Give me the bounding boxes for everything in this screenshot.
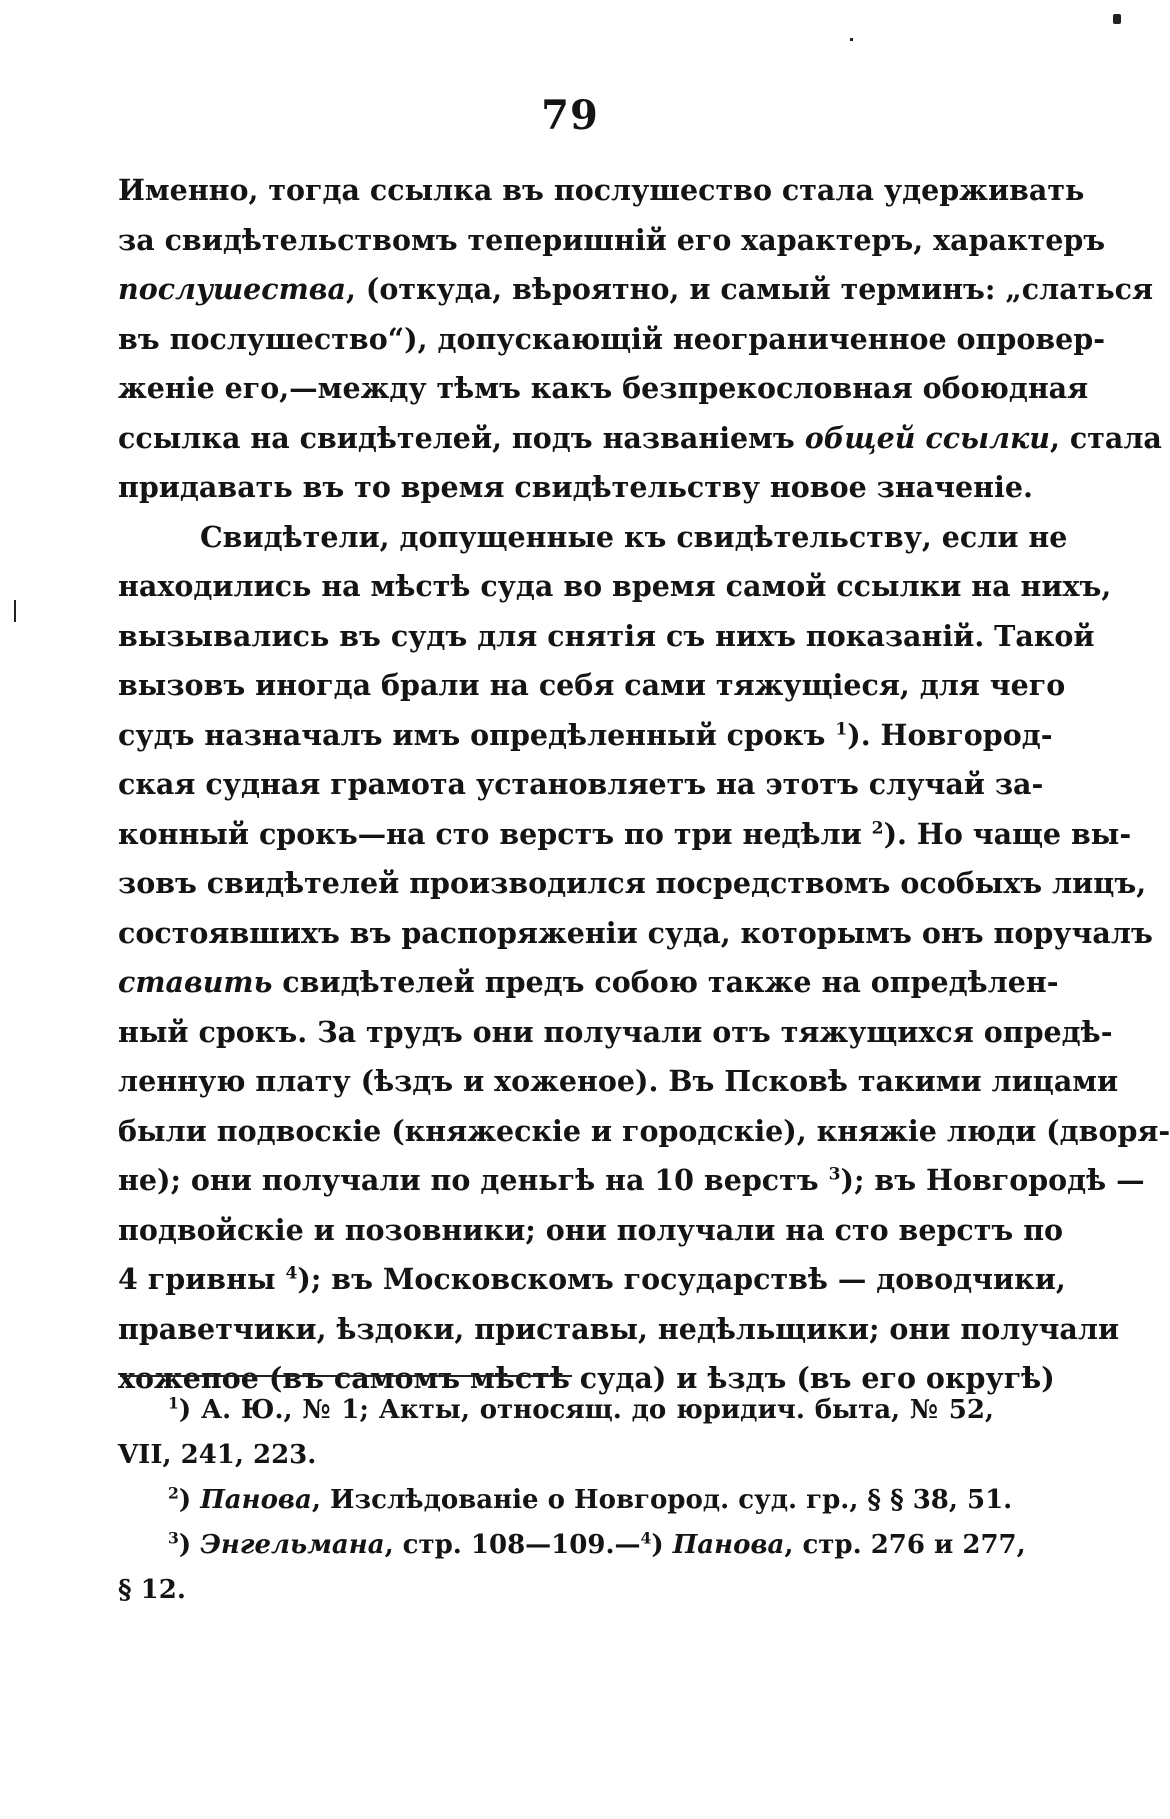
- footnote-marker: 1: [835, 719, 848, 739]
- footnote-line: [118, 1568, 994, 1613]
- text-line: [118, 859, 1147, 909]
- text-segment: ); въ Новгородѣ —: [840, 1163, 1145, 1197]
- text-segment: женіе его,—между тѣмъ какъ безпрекословная обоюдная: [118, 371, 1089, 405]
- text-segment: были подвоскіе (княжескіе и городскіе), княжіе люди (дворя-: [118, 1113, 1170, 1148]
- footnote-line: [168, 1388, 994, 1433]
- text-segment: придавать въ то время свидѣтельству новое значеніе.: [118, 470, 1033, 504]
- italic-text: ставить: [118, 965, 273, 999]
- text-segment: за свидѣтельствомъ теперишній его характеръ, характеръ: [118, 222, 1106, 257]
- text-segment: хожепое (въ самомъ мѣстѣ суда) и ѣздъ (въ его округѣ): [118, 1361, 1055, 1395]
- footnote-marker: 3: [828, 1164, 841, 1185]
- text-segment: ): [651, 1530, 673, 1560]
- text-line: [118, 1008, 1113, 1058]
- text-segment: , Изслѣдованіе о Новгород. суд. гр., § § 38, 51.: [311, 1485, 1013, 1515]
- text-line: [118, 414, 1162, 464]
- text-line: [118, 1255, 1066, 1305]
- text-segment: ская судная грамота установляетъ на этотъ случай за-: [118, 767, 1044, 801]
- text-segment: состоявшихъ въ распоряженіи суда, которымъ онъ поручалъ: [118, 915, 1153, 950]
- text-line: [118, 810, 1132, 860]
- text-segment: Свидѣтели, допущенные къ свидѣтельству, если не: [200, 519, 1068, 554]
- text-segment: свидѣтелей предъ собою также на опредѣлен-: [272, 965, 1059, 999]
- text-line: [118, 463, 1033, 513]
- footnote-line: [168, 1478, 1013, 1523]
- text-segment: въ послушество“), допускающій неограниченное опровер-: [118, 321, 1106, 356]
- text-line: [118, 315, 1106, 365]
- body-text: [118, 166, 1170, 1404]
- scan-speck: [1113, 14, 1121, 24]
- footnotes: [118, 1388, 1026, 1613]
- text-segment: конный срокъ—на сто верстъ по три недѣли: [118, 816, 872, 851]
- text-segment: зовъ свидѣтелей производился посредствомъ особыхъ лицъ,: [118, 866, 1147, 900]
- text-segment: вызывались въ судъ для снятія съ нихъ показаній. Такой: [118, 618, 1095, 653]
- text-line: [118, 1057, 1119, 1107]
- italic-text: общей ссылки: [804, 420, 1050, 455]
- paragraph: [118, 166, 1162, 513]
- text-segment: не); они получали по деньгѣ на 10 верстъ: [118, 1163, 829, 1197]
- text-segment: ). Но чаще вы-: [883, 816, 1132, 851]
- footnote-line: [168, 1523, 1026, 1568]
- footnote-marker: 1: [168, 1393, 179, 1413]
- text-line: [118, 612, 1095, 662]
- text-segment: , стала: [1050, 420, 1162, 455]
- text-line: [118, 958, 1059, 1008]
- footnote-marker: 4: [640, 1528, 652, 1548]
- text-segment: ). Новгород-: [847, 717, 1053, 752]
- text-segment: ): [178, 1485, 201, 1515]
- text-segment: , (откуда, вѣроятно, и самый терминъ: „слаться: [345, 272, 1154, 306]
- text-segment: ): [178, 1530, 201, 1560]
- text-line: [118, 364, 1089, 414]
- footnote-marker: 3: [168, 1528, 179, 1548]
- text-line: [118, 1107, 1170, 1157]
- text-line: [118, 216, 1106, 266]
- footnote-marker: 2: [871, 818, 884, 838]
- footnote-marker: 4: [285, 1263, 298, 1284]
- text-segment: находились на мѣстѣ суда во время самой ссылки на нихъ,: [118, 569, 1112, 603]
- text-segment: 4 гривны: [118, 1262, 286, 1296]
- scan-speck: [14, 600, 16, 622]
- italic-text: Панова: [672, 1530, 785, 1560]
- text-segment: VII, 241, 223.: [118, 1440, 317, 1470]
- text-line: [118, 1156, 1145, 1206]
- text-line: [118, 166, 1085, 216]
- text-segment: ) А. Ю., № 1; Акты, относящ. до юридич. быта, № 52,: [178, 1395, 994, 1425]
- footnote-line: [118, 1433, 994, 1478]
- text-segment: ); въ Московскомъ государствѣ — доводчики,: [297, 1262, 1066, 1296]
- text-segment: вызовъ иногда брали на себя сами тяжущіеся, для чего: [118, 668, 1066, 702]
- italic-text: послушества: [118, 272, 346, 306]
- italic-text: Панова: [200, 1485, 312, 1515]
- footnote-separator: [120, 1375, 572, 1377]
- scan-speck: [850, 38, 853, 41]
- text-segment: ленную плату (ѣздъ и хоженое). Въ Псковѣ такими лицами: [118, 1064, 1119, 1098]
- text-segment: судъ назначалъ имъ опредѣленный срокъ: [118, 717, 836, 752]
- text-line: [118, 265, 1154, 315]
- text-line: [118, 562, 1112, 612]
- text-segment: подвойскіе и позовники; они получали на сто верстъ по: [118, 1212, 1064, 1247]
- text-segment: § 12.: [118, 1575, 186, 1605]
- footnote-marker: 2: [168, 1483, 179, 1503]
- text-segment: , стр. 108—109.—: [384, 1530, 641, 1560]
- paragraph: [118, 513, 1170, 1404]
- text-line: [118, 909, 1153, 959]
- text-line: [118, 1305, 1120, 1355]
- text-segment: ссылка на свидѣтелей, подъ названіемъ: [118, 420, 805, 455]
- text-segment: Именно, тогда ссылка въ послушество стала удерживать: [118, 173, 1085, 207]
- text-line: [118, 1206, 1064, 1256]
- text-segment: ный срокъ. За трудъ они получали отъ тяжущихся опредѣ-: [118, 1014, 1113, 1049]
- italic-text: Энгельмана: [200, 1530, 385, 1560]
- text-segment: праветчики, ѣздоки, приставы, недѣльщики; они получали: [118, 1311, 1120, 1346]
- page-number: 79: [541, 92, 599, 139]
- text-line: [118, 711, 1053, 761]
- text-line: [118, 513, 1068, 563]
- text-line: [118, 661, 1066, 711]
- text-line: [118, 760, 1044, 810]
- text-segment: , стр. 276 и 277,: [784, 1530, 1026, 1560]
